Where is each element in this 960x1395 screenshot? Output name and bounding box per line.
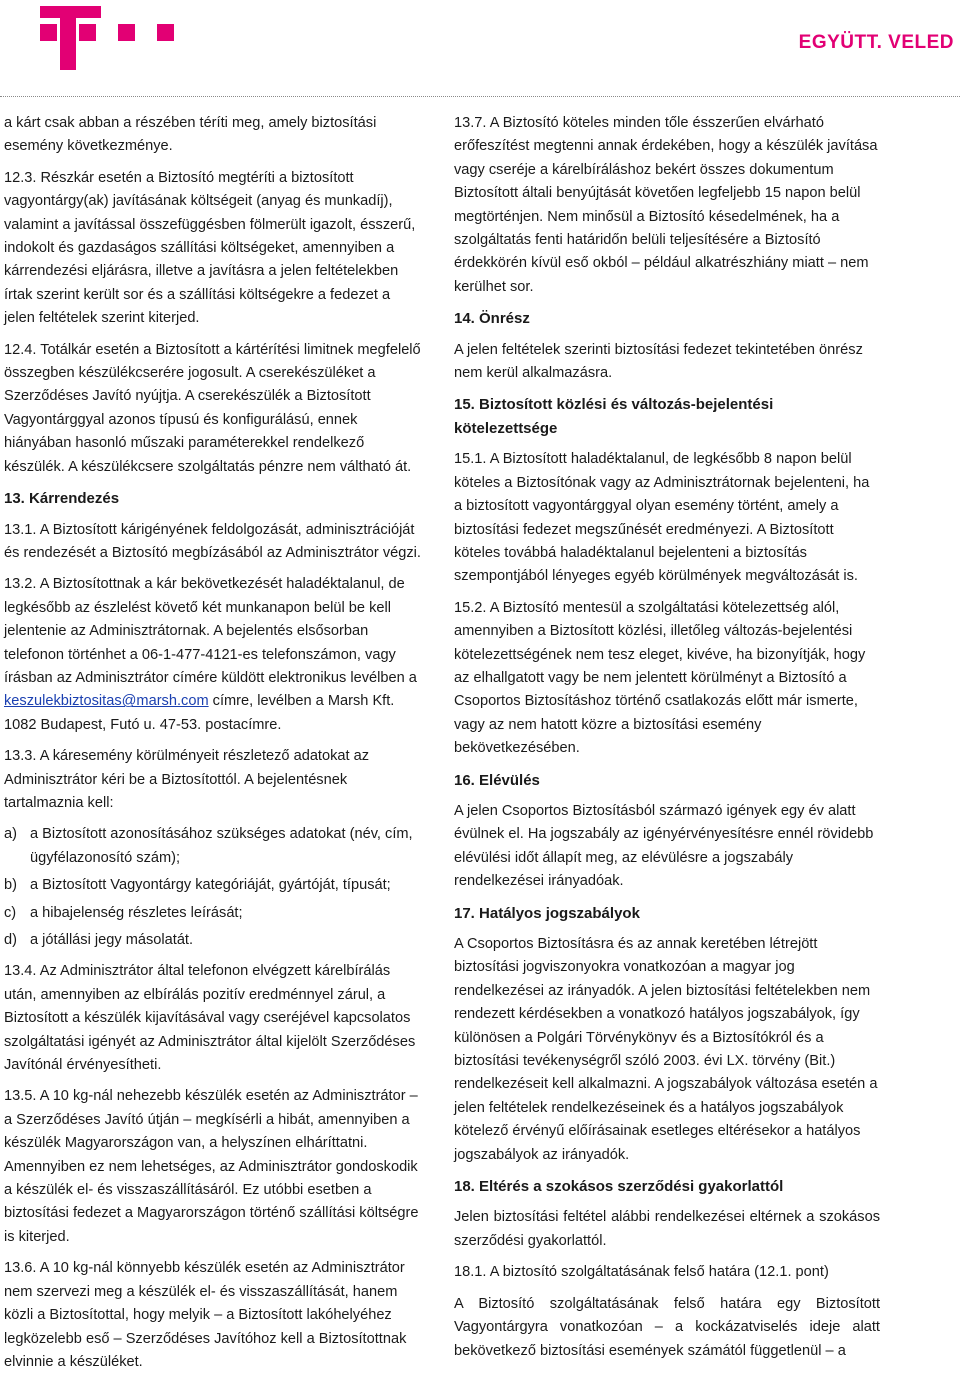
paragraph-17: A Csoportos Biztosításra és az annak keretében létrejött biztosítási jogviszonyokra vonatkozóan a magyar jog rendelkezései az irányadók. A jelen biztosítási feltételekben nem rendezett kérdésekben a vonatkozó hatályos jogszabályok, így különösen a Polgári Törvénykönyv és a Biztosítókról és a biztosítási tevékenységről szóló 2003. évi LX. törvény (Bit.) rendelkezéseit kell alkalmazni. A jogszabályok változása esetén a jelen feltételek rendelkezéseinek és a hatályos jogszabályok kötelező érvényű előírásainak esetleges eltérésekor a hatályos jogszabályok az irányadók. [454,936,878,1163]
paragraph-13-2-text-a: 13.2. A Biztosítottnak a kár bekövetkezését haladéktalanul, de legkésőbb az észlelést követő két munkanapon belül be kell jelentenie az Adminisztrátornak. A bejelentés elsősorban telefonon történhet a 06-1-477-4121-es telefonszámon, vagy írásban az Adminisztrátor címére küldött elektronikus levélben a [4,576,417,686]
list-text: a Biztosított azonosításához szükséges adatokat (név, cím, ügyfélazonosító szám); [30,826,413,866]
paragraph-13-1: 13.1. A Biztosított kárigényének feldolgozását, adminisztrációját és rendezését a Biztosító megbízásából az Adminisztrátor végzi. [4,521,421,561]
paragraph-12-2-end: a kárt csak abban a részében téríti meg, amely biztosítási esemény következménye. [4,115,377,155]
paragraph-15-2: 15.2. A Biztosító mentesül a szolgáltatási kötelezettség alól, amennyiben a Biztosított közlési, illetőleg változás-bejelentési kötelezettségének nem tesz eleget, kivéve, ha bizonyítják, hogy az elhallgatott vagy be nem jelentett körülményt a Biztosító a Csoportos Biztosításhoz történő csatlakozás előtt már ismerte, vagy az nem hatott közre a biztosítási esemény bekövetkezésében. [454,599,866,757]
paragraph-13-7: 13.7. A Biztosító köteles minden tőle ésszerűen elvárható erőfeszítést megtenni annak érdekében, hogy a készülék javítása vagy cseréje a kárelbíráláshoz bekért összes dokumentum Biztosított általi benyújtását követően legfeljebb 15 napon belül megtörténjen. Nem minősül a Biztosító késedelmének, ha a szolgáltatás fenti határidőn belüli teljesítésére a Biztosító érdekkörén kívül eső okból – például alkatrészhiány miatt – nem kerülhet sor. [454,115,878,295]
brand-slogan: EGYÜTT. VELED [798,32,954,53]
paragraph-16: A jelen Csoportos Biztosításból származó igények egy év alatt évülnek el. Ha jogszabály az igényérvényesítésre ennél rövidebb elévülési időt állapít meg, az elévülésre a jogszabály rendelkezései irányadóak. [454,802,874,890]
heading-13: 13. Kárrendezés [4,490,120,508]
paragraph-15-1: 15.1. A Biztosított haladéktalanul, de legkésőbb 8 napon belül köteles a Biztosítónak vagy az Adminisztrátornak bejelenteni, ha a biztosított vagyontárggyal olyan esemény történt, amely a biztosítási fedezet megszűnését eredményezi. A Biztosított köteles továbbá haladéktalanul bejelenteni a biztosítás szempontjából lényeges egyéb körülmények megváltozását is. [454,451,870,585]
list-item [4,902,424,925]
paragraph-14: A jelen feltételek szerinti biztosítási fedezet tekintetében önrész nem kerül alkalmazásra. [454,341,863,382]
heading-16: 16. Elévülés [454,771,540,789]
paragraph-18-1-body: A Biztosító szolgáltatásának felső határa egy Biztosított Vagyontárgyra vonatkozóan – a kockázatviselés ideje alatt bekövetkező biztosítási események számától függetlenül – a [454,1295,880,1359]
paragraph-18-1: 18.1. A biztosító szolgáltatásának felső határa (12.1. pont) [454,1264,829,1281]
heading-17: 17. Hatályos jogszabályok [454,904,640,922]
list-item [4,823,424,870]
list-marker: c) [4,904,17,921]
list-text: a jótállási jegy másolatát. [30,932,194,948]
right-column [454,112,880,1371]
paragraph-18: Jelen biztosítási feltétel alábbi rendelkezései eltérnek a szokásos szerződési gyakorlattól. [454,1209,880,1249]
paragraph-13-2-text-b: címre, levélben a Marsh Kft. 1082 Budapest, Futó u. 47-53. postacímre. [4,693,395,733]
email-link[interactable]: keszulekbiztositas@marsh.com [4,693,209,710]
list-text: a hibajelenség részletes leírását; [30,904,243,921]
paragraph-13-6: 13.6. A 10 kg-nál könnyebb készülék esetén az Adminisztrátor nem szervezi meg a készülék el- és visszaszállítását, hanem közli a Biztosítottal, hogy melyik – a Biztosított lakóhelyéhez legközelebb eső – Szerződéses Javítóhoz kell a Biztosítottnak elvinnie a készüléket. [4,1260,407,1370]
paragraph-13-2 [4,573,424,737]
heading-14: 14. Önrész [454,310,530,328]
paragraph-12-4: 12.4. Totálkár esetén a Biztosított a kártérítési limitnek megfelelő összegben készülékcserére jogosult. A cserekészüléket a Szerződéses Javító nyújtja. A cserekészülék a Biztosított Vagyontárggyal azonos típusú és konfigurálású, ennek hiányában hasonló műszaki paraméterekkel rendelkező készülék. A készülékcsere szolgáltatás pénzre nem váltható át. [4,341,421,475]
list-item [4,929,424,952]
heading-15: 15. Biztosított közlési és változás-bejelentési kötelezettsége [454,396,774,437]
paragraph-13-3: 13.3. A káresemény körülményeit részletező adatokat az Adminisztrátor kéri be a Biztosítottól. A bejelentésnek tartalmaznia kell: [4,748,370,811]
list-text: a Biztosított Vagyontárgy kategóriáját, gyártóját, típusát; [30,877,391,894]
list-marker: d) [4,932,17,948]
list-marker: b) [4,877,17,894]
header-divider [0,96,960,97]
list-item [4,874,424,897]
left-column [4,112,424,1382]
telekom-t-icon [40,6,175,70]
heading-18: 18. Eltérés a szokásos szerződési gyakorlattól [454,1178,784,1196]
list-marker: a) [4,826,17,843]
paragraph-13-5: 13.5. A 10 kg-nál nehezebb készülék esetén az Adminisztrátor – a Szerződéses Javító útján – megkísérli a hibát, amennyiben a készülék Magyarországon van, a helyszínen elháríttatni. Amennyiben ez nem lehetséges, az Adminisztrátor gondoskodik a készülék el- és visszaszállításáról. Ez utóbbi esetben a biztosítási fedezet a Magyarországon történő szállítási költségre is kiterjed. [4,1088,419,1245]
paragraph-12-3: 12.3. Részkár esetén a Biztosító megtéríti a biztosított vagyontárgy(ak) javításának költségeit (anyag és munkadíj), valamint a javítással összefüggésben fölmerült igazolt, ésszerű, indokolt és gazdaságos szállítási költségeket, amennyiben a kárrendezési eljárásra, illetve a javításra a jelen feltételekben írtak szerint került sor és a szállítási költségekre a fedezet a jelen feltételek szerint kiterjed. [4,169,416,327]
paragraph-13-4: 13.4. Az Adminisztrátor által telefonon elvégzett kárelbírálás után, amennyiben az elbírálás pozitív eredménnyel zárul, a Biztosított a készülék kijavításával vagy cseréjével kapcsolatos szolgáltatási igényét az Adminisztrátor által kijelölt Szerződéses Javítónál érvényesítheti. [4,963,416,1074]
